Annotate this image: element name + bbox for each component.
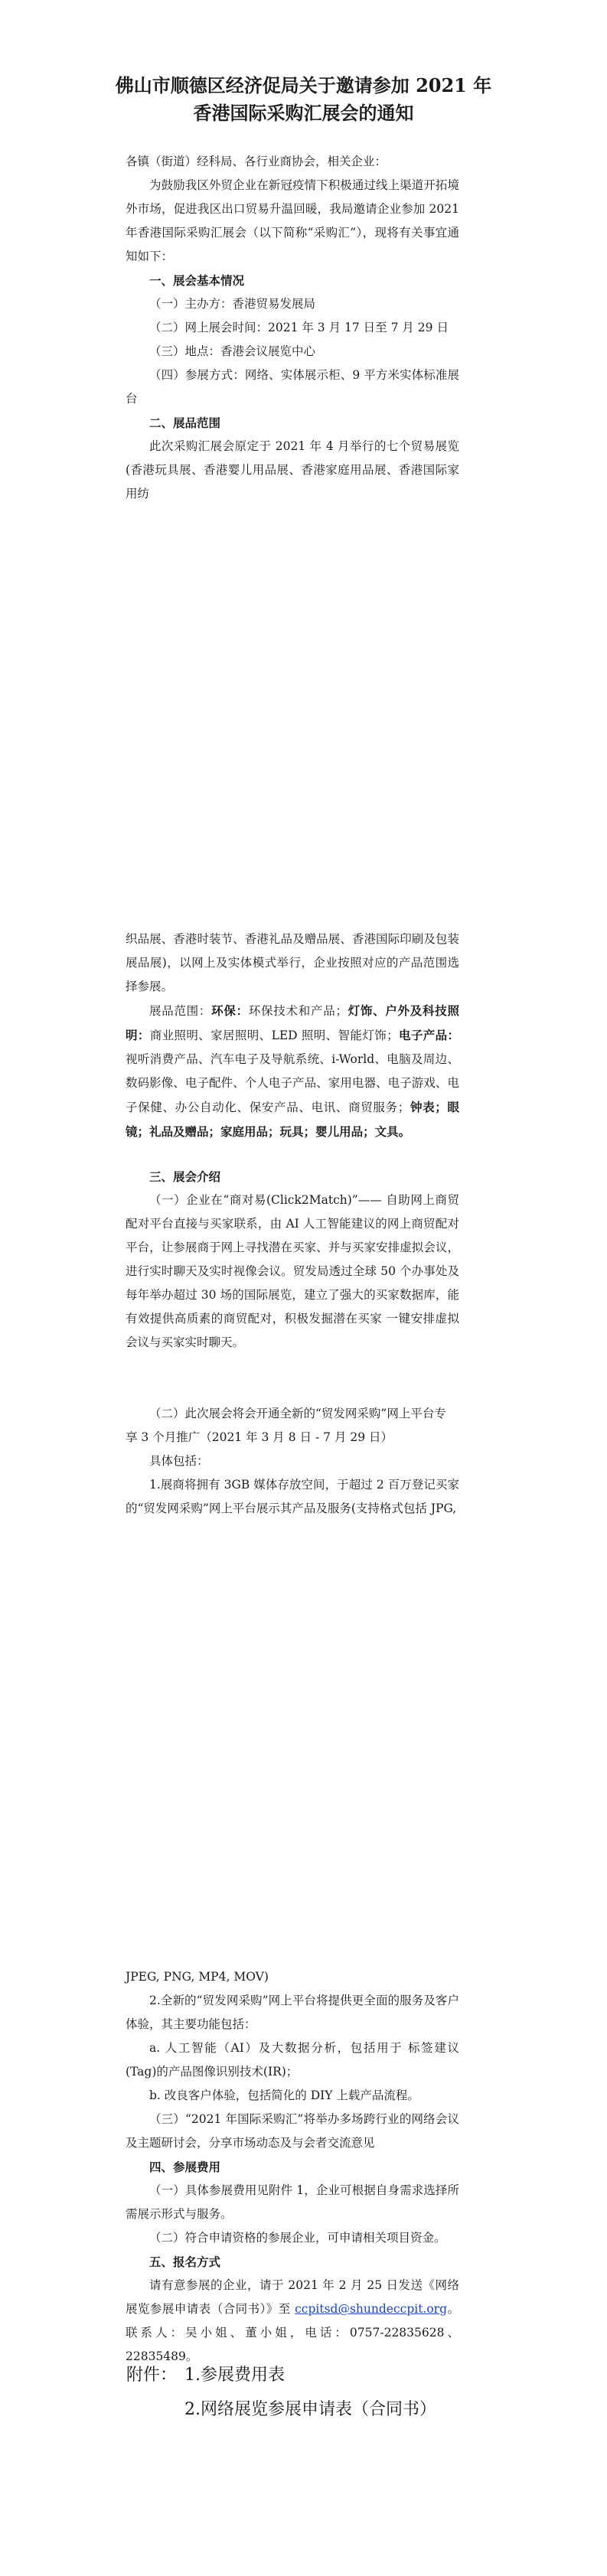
- category-watches: 钟表；: [410, 1100, 447, 1114]
- category-electronics-text: 视听消费产品、汽车电子及导航系统、i-World、电脑及周边、数码影像、电子配件、个人电子产品、家用电器、电子游戏、电子保健、办公自动化、保安产品、电讯、商贸服务；: [126, 1052, 459, 1114]
- category-baby: 婴儿用品；: [315, 1124, 375, 1139]
- detail-item-2: 2.全新的“贸发网采购”网上平台将提供更全面的服务及客户体验，其主要功能包括：: [126, 1994, 459, 2031]
- registration-text-pre: 请有意参展的企业，请于 2021 年 2 月 25 日发送《网络展览参展申请表（合同书）》至: [126, 2278, 459, 2316]
- platform-paragraph-part-1: （二）此次展会将会开通全新的“贸发网采购”网上平台专: [149, 1407, 446, 1420]
- section-5-heading: 五、报名方式: [149, 2255, 221, 2269]
- attachment-item-1: 1.参展费用表: [184, 2366, 285, 2385]
- category-lighting-text: 商业照明、家居照明、LED 照明、智能灯饰；: [149, 1029, 399, 1042]
- organizer-line: （一）主办方：香港贸易发展局: [149, 297, 316, 311]
- details-label: 具体包括：: [149, 1454, 209, 1468]
- conference-paragraph: （三）“2021 年国际采购汇”将举办多场跨行业的网络会议及主题研讨会，分享市场动态及与会者交流意见: [126, 2112, 459, 2150]
- category-toys: 玩具；: [279, 1124, 316, 1139]
- scope-paragraph-part-1: 此次采购汇展会原定于 2021 年 4 月举行的七个贸易展览(香港玩具展、香港婴儿用品展、香港家庭用品展、香港国际家用纺: [126, 439, 459, 501]
- section-1-heading: 一、展会基本情况: [149, 273, 245, 288]
- platform-paragraph-part-2: 享 3 个月推广（2021 年 3 月 8 日 - 7 月 29 日）: [126, 1430, 393, 1444]
- fee-paragraph-1: （一）具体参展费用见附件 1，企业可根据自身需求选择所需展示形式与服务。: [126, 2183, 459, 2221]
- document-title-line-1: 佛山市顺德区经济促局关于邀请参加 2021 年: [115, 74, 492, 96]
- category-eco-text: 环保技术和产品；: [248, 1004, 348, 1018]
- registration-text-post: 。联系人：吴小姐、董小姐，电话：0757-22835628、22835489。: [126, 2302, 459, 2363]
- category-electronics: 电子产品：: [398, 1028, 459, 1042]
- category-eco: 环保：: [211, 1003, 249, 1018]
- exhibit-scope-paragraph: [126, 999, 459, 1144]
- registration-paragraph: [126, 2274, 459, 2369]
- online-time-line: （二）网上展会时间：2021 年 3 月 17 日至 7 月 29 日: [149, 321, 449, 334]
- category-eyewear: 眼镜；: [126, 1100, 459, 1139]
- click2match-paragraph: （一）企业在“商对易(Click2Match)”—— 自助网上商贸配对平台直接与买家联系，由 AI 人工智能建议的网上商贸配对平台，让参展商于网上寻找潜在买家、并与买家安排虚拟会议，进行实时聊天及实时视像会议。贸发局透过全球 50 个办事处及每年举办超过 30 场的国际展览，建立了强大的买家数据库，能有效提供高质素的商贸配对，积极发掘潜在买家 一键安排虚拟会议与买家实时聊天。: [126, 1193, 459, 1349]
- detail-item-1-part-2: JPEG, PNG, MP4, MOV): [126, 1970, 269, 1984]
- contact-email-link[interactable]: ccpitsd@shundeccpit.org: [295, 2302, 448, 2316]
- attachment-item-2: 2.网络展览参展申请表（合同书）: [184, 2400, 436, 2419]
- section-4-heading: 四、参展费用: [149, 2160, 221, 2174]
- category-home: 家庭用品；: [220, 1124, 280, 1139]
- format-line: （四）参展方式：网络、实体展示柜、9 平方米实体标准展台: [126, 368, 459, 406]
- category-lighting: 灯饰、户外及科技照明：: [126, 1003, 459, 1042]
- document-title-line-2: 香港国际采购汇展会的通知: [193, 102, 414, 124]
- category-gifts: 礼品及赠品；: [149, 1124, 221, 1139]
- salutation: 各镇（街道）经科局、各行业商协会，相关企业：: [126, 155, 387, 168]
- section-3-heading: 三、展会介绍: [149, 1169, 221, 1184]
- intro-paragraph: 为鼓励我区外贸企业在新冠疫情下积极通过线上渠道开拓境外市场，促进我区出口贸易升温回暖，我局邀请企业参加 2021 年香港国际采购汇展会（以下简称“采购汇”），现将有关事宜通知如下：: [126, 178, 459, 263]
- fee-paragraph-2: （二）符合申请资格的参展企业，可申请相关项目资金。: [149, 2231, 446, 2245]
- category-stationery: 文具。: [374, 1124, 411, 1139]
- section-2-heading: 二、展品范围: [149, 416, 221, 430]
- scope-paragraph-part-2: 织品展、香港时装节、香港礼品及赠品展、香港国际印刷及包装展品展)，以网上及实体模式举行，企业按照对应的产品范围选择参展。: [126, 932, 459, 993]
- scope-prefix: 展品范围：: [149, 1004, 212, 1018]
- detail-item-1-part-1: 1.展商将拥有 3GB 媒体存放空间，于超过 2 百万登记买家的“贸发网采购”网上平台展示其产品及服务(支持格式包括 JPG,: [126, 1478, 459, 1515]
- attachments-label: 附件：: [126, 2366, 178, 2385]
- venue-line: （三）地点：香港会议展览中心: [149, 344, 316, 358]
- detail-item-2a: a. 人工智能（AI）及大数据分析，包括用于 标签建议(Tag)的产品图像识别技术(IR)；: [126, 2041, 459, 2079]
- detail-item-2b: b. 改良客户体验，包括简化的 DIY 上载产品流程。: [149, 2089, 419, 2102]
